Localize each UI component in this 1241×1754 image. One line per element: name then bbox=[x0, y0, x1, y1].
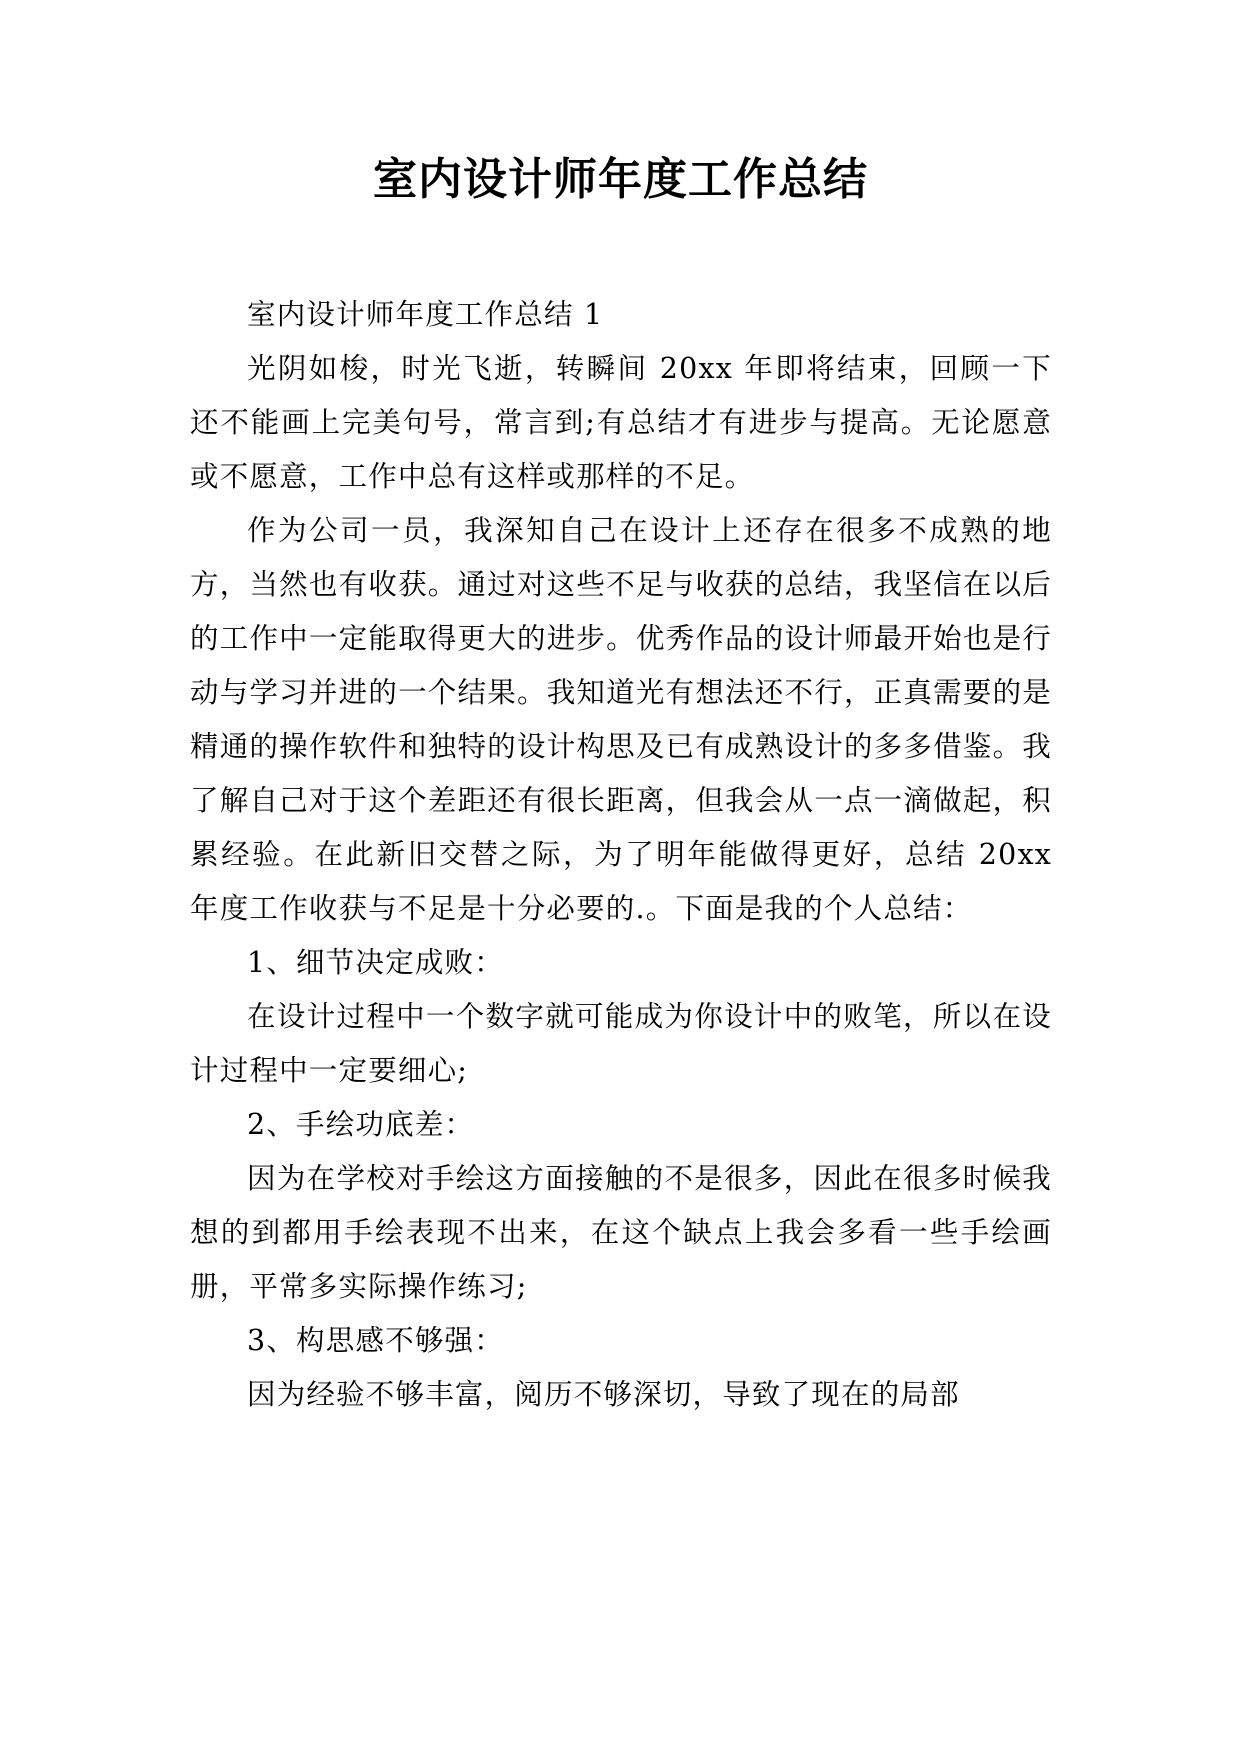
paragraph-intro: 光阴如梭，时光飞逝，转瞬间 20xx 年即将结束，回顾一下还不能画上完美句号，常言到;有总结才有进步与提高。无论愿意或不愿意，工作中总有这样或那样的不足。 bbox=[190, 352, 1052, 493]
list-heading-1: 1、细节决定成败： bbox=[247, 946, 504, 979]
list-heading-3: 3、构思感不够强： bbox=[247, 1324, 504, 1357]
document-title: 室内设计师年度工作总结 bbox=[373, 154, 868, 205]
list-heading-2: 2、手绘功底差： bbox=[247, 1108, 475, 1141]
paragraph-point-2: 因为在学校对手绘这方面接触的不是很多，因此在很多时候我想的到都用手绘表现不出来，在这个缺点上我会多看一些手绘画册，平常多实际操作练习; bbox=[190, 1162, 1052, 1303]
paragraph-point-3: 因为经验不够丰富，阅历不够深切，导致了现在的局部 bbox=[247, 1378, 960, 1411]
paragraph-reflection: 作为公司一员，我深知自己在设计上还存在很多不成熟的地方，当然也有收获。通过对这些不足与收获的总结，我坚信在以后的工作中一定能取得更大的进步。优秀作品的设计师最开始也是行动与学习并进的一个结果。我知道光有想法还不行，正真需要的是精通的操作软件和独特的设计构思及已有成熟设计的多多借鉴。我了解自己对于这个差距还有很长距离，但我会从一点一滴做起，积累经验。在此新旧交替之际，为了明年能做得更好，总结 20xx 年度工作收获与不足是十分必要的.。下面是我的个人总结： bbox=[190, 514, 1052, 925]
paragraph-point-1: 在设计过程中一个数字就可能成为你设计中的败笔，所以在设计过程中一定要细心; bbox=[190, 1000, 1052, 1087]
section-heading: 室内设计师年度工作总结 1 bbox=[247, 298, 604, 331]
document-body bbox=[190, 288, 1052, 1422]
